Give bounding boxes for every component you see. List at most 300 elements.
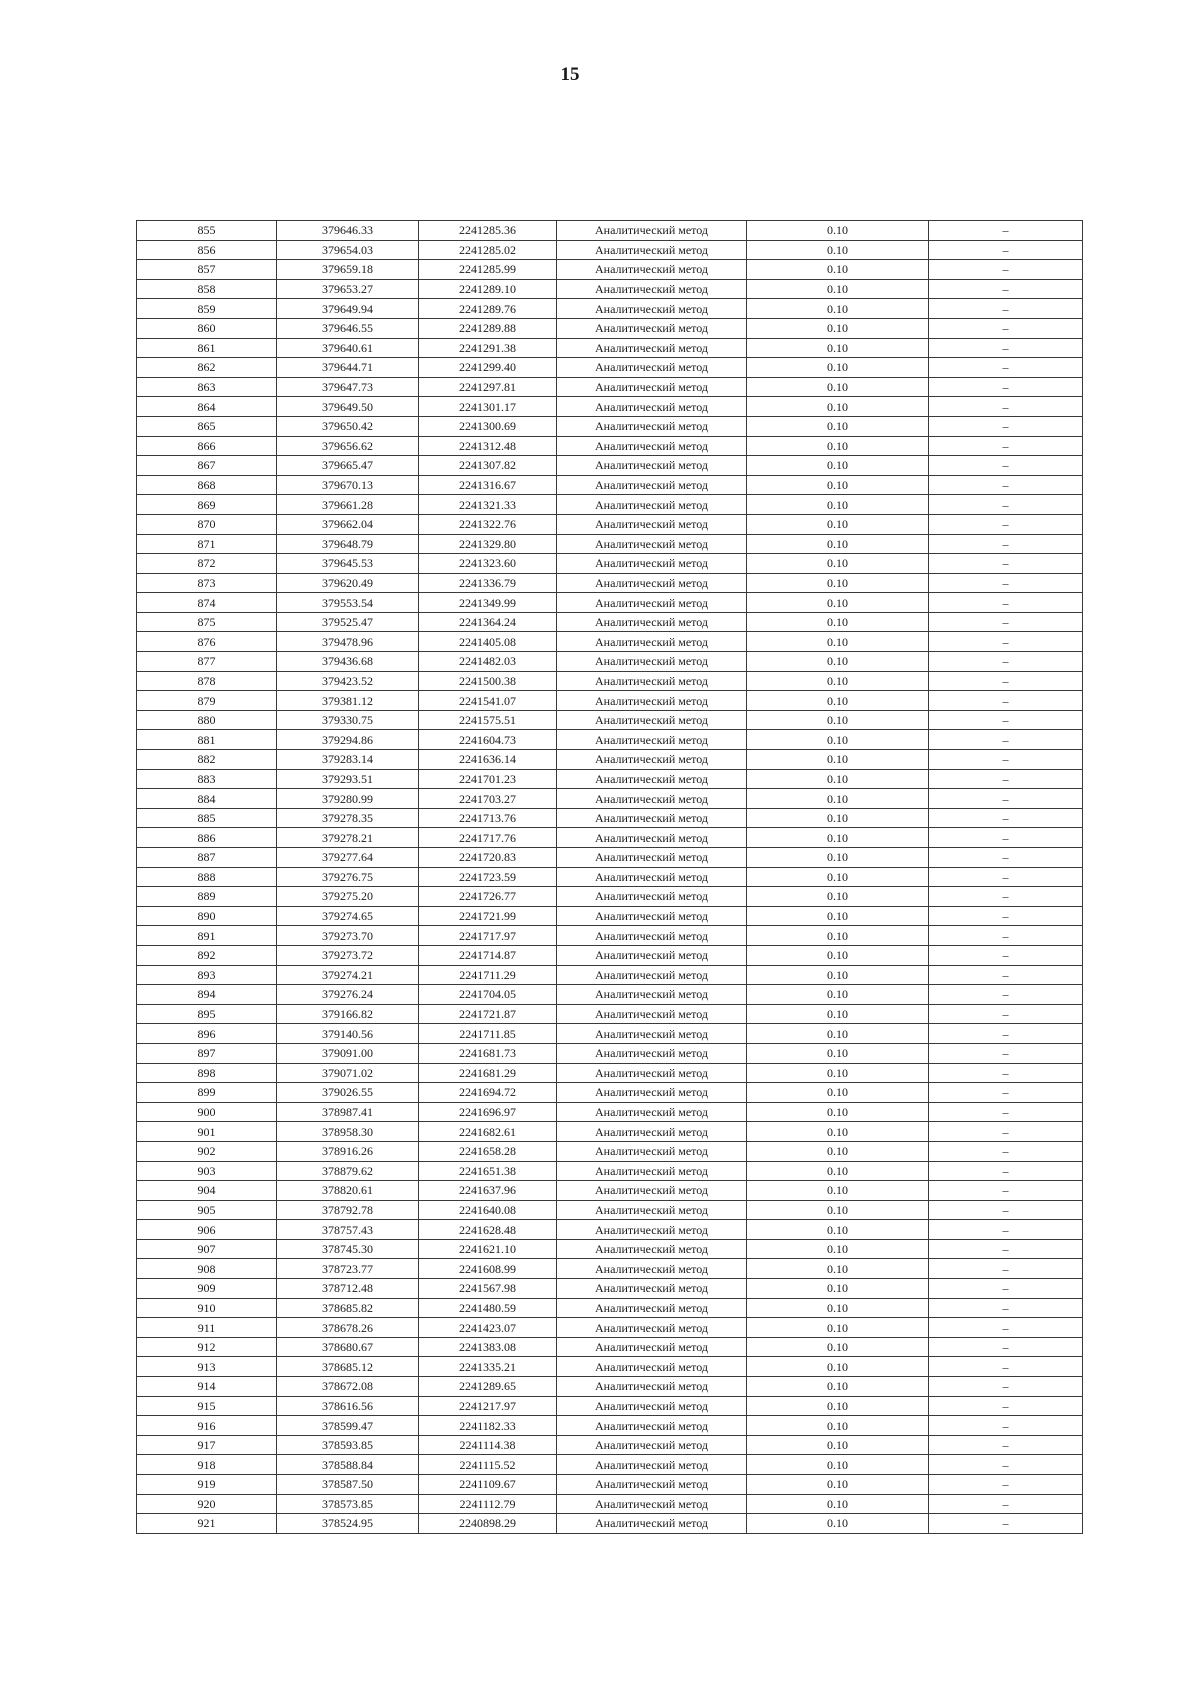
y-coordinate-cell: 2241628.48 [419,1220,557,1240]
point-number-cell: 908 [137,1259,277,1279]
x-coordinate-cell: 378757.43 [277,1220,419,1240]
y-coordinate-cell: 2241349.99 [419,593,557,613]
table-row [137,397,1083,417]
table-row [137,1514,1083,1534]
table-row [137,1043,1083,1063]
point-number-cell: 871 [137,534,277,554]
y-coordinate-cell: 2241114.38 [419,1435,557,1455]
table-row [137,1337,1083,1357]
note-cell: – [929,240,1083,260]
y-coordinate-cell: 2241329.80 [419,534,557,554]
table-row [137,436,1083,456]
table-row [137,593,1083,613]
y-coordinate-cell: 2241291.38 [419,338,557,358]
method-cell: Аналитический метод [557,1122,747,1142]
point-number-cell: 886 [137,828,277,848]
note-cell: – [929,652,1083,672]
y-coordinate-cell: 2241316.67 [419,475,557,495]
note-cell: – [929,260,1083,280]
accuracy-cell: 0.10 [747,221,929,241]
y-coordinate-cell: 2241115.52 [419,1455,557,1475]
method-cell: Аналитический метод [557,221,747,241]
note-cell: – [929,397,1083,417]
method-cell: Аналитический метод [557,612,747,632]
table-row [137,1259,1083,1279]
point-number-cell: 865 [137,416,277,436]
x-coordinate-cell: 379293.51 [277,769,419,789]
table-row [137,1122,1083,1142]
method-cell: Аналитический метод [557,985,747,1005]
point-number-cell: 876 [137,632,277,652]
method-cell: Аналитический метод [557,1455,747,1475]
table-row [137,965,1083,985]
accuracy-cell: 0.10 [747,260,929,280]
point-number-cell: 868 [137,475,277,495]
point-number-cell: 864 [137,397,277,417]
accuracy-cell: 0.10 [747,750,929,770]
y-coordinate-cell: 2241658.28 [419,1141,557,1161]
accuracy-cell: 0.10 [747,671,929,691]
y-coordinate-cell: 2241567.98 [419,1279,557,1299]
accuracy-cell: 0.10 [747,965,929,985]
point-number-cell: 861 [137,338,277,358]
y-coordinate-cell: 2241289.76 [419,299,557,319]
accuracy-cell: 0.10 [747,1279,929,1299]
table-row [137,1004,1083,1024]
y-coordinate-cell: 2241651.38 [419,1161,557,1181]
method-cell: Аналитический метод [557,1475,747,1495]
table-row [137,730,1083,750]
method-cell: Аналитический метод [557,1043,747,1063]
y-coordinate-cell: 2241289.88 [419,318,557,338]
note-cell: – [929,1200,1083,1220]
y-coordinate-cell: 2241289.65 [419,1377,557,1397]
table-row [137,828,1083,848]
note-cell: – [929,416,1083,436]
accuracy-cell: 0.10 [747,1455,929,1475]
point-number-cell: 857 [137,260,277,280]
method-cell: Аналитический метод [557,1357,747,1377]
note-cell: – [929,573,1083,593]
method-cell: Аналитический метод [557,1181,747,1201]
point-number-cell: 906 [137,1220,277,1240]
x-coordinate-cell: 379278.35 [277,808,419,828]
method-cell: Аналитический метод [557,416,747,436]
y-coordinate-cell: 2241681.29 [419,1063,557,1083]
table-row [137,808,1083,828]
note-cell: – [929,1083,1083,1103]
accuracy-cell: 0.10 [747,828,929,848]
point-number-cell: 888 [137,867,277,887]
y-coordinate-cell: 2241703.27 [419,789,557,809]
note-cell: – [929,1337,1083,1357]
note-cell: – [929,456,1083,476]
method-cell: Аналитический метод [557,1004,747,1024]
point-number-cell: 874 [137,593,277,613]
accuracy-cell: 0.10 [747,1396,929,1416]
y-coordinate-cell: 2241720.83 [419,848,557,868]
method-cell: Аналитический метод [557,495,747,515]
y-coordinate-cell: 2241482.03 [419,652,557,672]
y-coordinate-cell: 2241323.60 [419,554,557,574]
accuracy-cell: 0.10 [747,358,929,378]
accuracy-cell: 0.10 [747,632,929,652]
note-cell: – [929,495,1083,515]
y-coordinate-cell: 2241336.79 [419,573,557,593]
accuracy-cell: 0.10 [747,612,929,632]
method-cell: Аналитический метод [557,848,747,868]
method-cell: Аналитический метод [557,1259,747,1279]
method-cell: Аналитический метод [557,691,747,711]
table-row [137,358,1083,378]
note-cell: – [929,1416,1083,1436]
method-cell: Аналитический метод [557,1279,747,1299]
accuracy-cell: 0.10 [747,1337,929,1357]
table-row [137,1239,1083,1259]
y-coordinate-cell: 2241300.69 [419,416,557,436]
method-cell: Аналитический метод [557,1141,747,1161]
method-cell: Аналитический метод [557,593,747,613]
method-cell: Аналитический метод [557,475,747,495]
x-coordinate-cell: 379525.47 [277,612,419,632]
method-cell: Аналитический метод [557,1416,747,1436]
note-cell: – [929,221,1083,241]
x-coordinate-cell: 379649.94 [277,299,419,319]
point-number-cell: 916 [137,1416,277,1436]
table-row [137,1102,1083,1122]
method-cell: Аналитический метод [557,1377,747,1397]
accuracy-cell: 0.10 [747,906,929,926]
y-coordinate-cell: 2241694.72 [419,1083,557,1103]
x-coordinate-cell: 378588.84 [277,1455,419,1475]
x-coordinate-cell: 379166.82 [277,1004,419,1024]
method-cell: Аналитический метод [557,945,747,965]
point-number-cell: 860 [137,318,277,338]
table-row [137,750,1083,770]
x-coordinate-cell: 379280.99 [277,789,419,809]
table-row [137,1377,1083,1397]
y-coordinate-cell: 2241322.76 [419,514,557,534]
y-coordinate-cell: 2241182.33 [419,1416,557,1436]
accuracy-cell: 0.10 [747,397,929,417]
x-coordinate-cell: 379647.73 [277,377,419,397]
accuracy-cell: 0.10 [747,573,929,593]
x-coordinate-cell: 379653.27 [277,279,419,299]
x-coordinate-cell: 378680.67 [277,1337,419,1357]
y-coordinate-cell: 2241681.73 [419,1043,557,1063]
point-number-cell: 885 [137,808,277,828]
x-coordinate-cell: 379670.13 [277,475,419,495]
method-cell: Аналитический метод [557,377,747,397]
point-number-cell: 897 [137,1043,277,1063]
accuracy-cell: 0.10 [747,240,929,260]
y-coordinate-cell: 2241301.17 [419,397,557,417]
y-coordinate-cell: 2241621.10 [419,1239,557,1259]
coordinates-table [136,220,1083,1534]
note-cell: – [929,710,1083,730]
table-row [137,416,1083,436]
point-number-cell: 921 [137,1514,277,1534]
table-row [137,1298,1083,1318]
method-cell: Аналитический метод [557,1063,747,1083]
note-cell: – [929,691,1083,711]
note-cell: – [929,789,1083,809]
x-coordinate-cell: 379330.75 [277,710,419,730]
x-coordinate-cell: 379665.47 [277,456,419,476]
note-cell: – [929,593,1083,613]
method-cell: Аналитический метод [557,358,747,378]
method-cell: Аналитический метод [557,789,747,809]
point-number-cell: 892 [137,945,277,965]
x-coordinate-cell: 379423.52 [277,671,419,691]
method-cell: Аналитический метод [557,1298,747,1318]
x-coordinate-cell: 379644.71 [277,358,419,378]
y-coordinate-cell: 2241312.48 [419,436,557,456]
y-coordinate-cell: 2241682.61 [419,1122,557,1142]
y-coordinate-cell: 2241285.02 [419,240,557,260]
table-row [137,377,1083,397]
accuracy-cell: 0.10 [747,867,929,887]
method-cell: Аналитический метод [557,1435,747,1455]
table-row [137,887,1083,907]
table-row [137,279,1083,299]
x-coordinate-cell: 379436.68 [277,652,419,672]
table-row [137,554,1083,574]
page-number: 15 [560,64,580,85]
x-coordinate-cell: 379381.12 [277,691,419,711]
table-row [137,534,1083,554]
method-cell: Аналитический метод [557,1200,747,1220]
point-number-cell: 883 [137,769,277,789]
table-row [137,1475,1083,1495]
x-coordinate-cell: 379649.50 [277,397,419,417]
y-coordinate-cell: 2241640.08 [419,1200,557,1220]
point-number-cell: 898 [137,1063,277,1083]
accuracy-cell: 0.10 [747,495,929,515]
x-coordinate-cell: 379140.56 [277,1024,419,1044]
note-cell: – [929,554,1083,574]
accuracy-cell: 0.10 [747,1298,929,1318]
method-cell: Аналитический метод [557,1083,747,1103]
point-number-cell: 903 [137,1161,277,1181]
y-coordinate-cell: 2241405.08 [419,632,557,652]
table-row [137,1357,1083,1377]
point-number-cell: 875 [137,612,277,632]
x-coordinate-cell: 378820.61 [277,1181,419,1201]
note-cell: – [929,867,1083,887]
point-number-cell: 900 [137,1102,277,1122]
note-cell: – [929,1298,1083,1318]
x-coordinate-cell: 379650.42 [277,416,419,436]
table-row [137,1083,1083,1103]
point-number-cell: 904 [137,1181,277,1201]
accuracy-cell: 0.10 [747,710,929,730]
x-coordinate-cell: 379273.72 [277,945,419,965]
accuracy-cell: 0.10 [747,416,929,436]
method-cell: Аналитический метод [557,1239,747,1259]
accuracy-cell: 0.10 [747,1161,929,1181]
table-row [137,260,1083,280]
method-cell: Аналитический метод [557,534,747,554]
point-number-cell: 855 [137,221,277,241]
accuracy-cell: 0.10 [747,1102,929,1122]
point-number-cell: 905 [137,1200,277,1220]
point-number-cell: 907 [137,1239,277,1259]
x-coordinate-cell: 378599.47 [277,1416,419,1436]
table-row [137,1063,1083,1083]
point-number-cell: 890 [137,906,277,926]
y-coordinate-cell: 2241701.23 [419,769,557,789]
x-coordinate-cell: 379274.21 [277,965,419,985]
accuracy-cell: 0.10 [747,1514,929,1534]
x-coordinate-cell: 378672.08 [277,1377,419,1397]
point-number-cell: 882 [137,750,277,770]
point-number-cell: 889 [137,887,277,907]
x-coordinate-cell: 379656.62 [277,436,419,456]
x-coordinate-cell: 378745.30 [277,1239,419,1259]
y-coordinate-cell: 2241721.99 [419,906,557,926]
accuracy-cell: 0.10 [747,456,929,476]
x-coordinate-cell: 379654.03 [277,240,419,260]
table-row [137,906,1083,926]
y-coordinate-cell: 2241321.33 [419,495,557,515]
x-coordinate-cell: 379283.14 [277,750,419,770]
point-number-cell: 912 [137,1337,277,1357]
note-cell: – [929,1181,1083,1201]
note-cell: – [929,1455,1083,1475]
note-cell: – [929,965,1083,985]
accuracy-cell: 0.10 [747,554,929,574]
y-coordinate-cell: 2241217.97 [419,1396,557,1416]
method-cell: Аналитический метод [557,867,747,887]
accuracy-cell: 0.10 [747,789,929,809]
note-cell: – [929,848,1083,868]
point-number-cell: 913 [137,1357,277,1377]
method-cell: Аналитический метод [557,299,747,319]
note-cell: – [929,906,1083,926]
point-number-cell: 901 [137,1122,277,1142]
y-coordinate-cell: 2241383.08 [419,1337,557,1357]
note-cell: – [929,514,1083,534]
point-number-cell: 884 [137,789,277,809]
point-number-cell: 918 [137,1455,277,1475]
accuracy-cell: 0.10 [747,769,929,789]
method-cell: Аналитический метод [557,1494,747,1514]
accuracy-cell: 0.10 [747,691,929,711]
table-row [137,1181,1083,1201]
note-cell: – [929,1318,1083,1338]
method-cell: Аналитический метод [557,260,747,280]
x-coordinate-cell: 378593.85 [277,1435,419,1455]
method-cell: Аналитический метод [557,1024,747,1044]
point-number-cell: 867 [137,456,277,476]
method-cell: Аналитический метод [557,965,747,985]
point-number-cell: 891 [137,926,277,946]
note-cell: – [929,279,1083,299]
note-cell: – [929,1259,1083,1279]
note-cell: – [929,1357,1083,1377]
point-number-cell: 895 [137,1004,277,1024]
y-coordinate-cell: 2241723.59 [419,867,557,887]
table-row [137,632,1083,652]
x-coordinate-cell: 379276.75 [277,867,419,887]
accuracy-cell: 0.10 [747,534,929,554]
point-number-cell: 881 [137,730,277,750]
method-cell: Аналитический метод [557,1161,747,1181]
point-number-cell: 866 [137,436,277,456]
x-coordinate-cell: 379277.64 [277,848,419,868]
y-coordinate-cell: 2241714.87 [419,945,557,965]
y-coordinate-cell: 2241423.07 [419,1318,557,1338]
y-coordinate-cell: 2241713.76 [419,808,557,828]
x-coordinate-cell: 378879.62 [277,1161,419,1181]
point-number-cell: 859 [137,299,277,319]
accuracy-cell: 0.10 [747,1043,929,1063]
method-cell: Аналитический метод [557,1337,747,1357]
accuracy-cell: 0.10 [747,377,929,397]
x-coordinate-cell: 378987.41 [277,1102,419,1122]
method-cell: Аналитический метод [557,279,747,299]
table-row [137,691,1083,711]
point-number-cell: 880 [137,710,277,730]
table-row [137,945,1083,965]
point-number-cell: 858 [137,279,277,299]
y-coordinate-cell: 2241636.14 [419,750,557,770]
y-coordinate-cell: 2241541.07 [419,691,557,711]
y-coordinate-cell: 2241696.97 [419,1102,557,1122]
accuracy-cell: 0.10 [747,887,929,907]
table-row [137,985,1083,1005]
table-row [137,789,1083,809]
point-number-cell: 870 [137,514,277,534]
table-row [137,1161,1083,1181]
x-coordinate-cell: 378792.78 [277,1200,419,1220]
note-cell: – [929,1377,1083,1397]
accuracy-cell: 0.10 [747,1494,929,1514]
method-cell: Аналитический метод [557,338,747,358]
x-coordinate-cell: 378616.56 [277,1396,419,1416]
note-cell: – [929,632,1083,652]
x-coordinate-cell: 379478.96 [277,632,419,652]
x-coordinate-cell: 379659.18 [277,260,419,280]
accuracy-cell: 0.10 [747,652,929,672]
table-row [137,1141,1083,1161]
y-coordinate-cell: 2241717.97 [419,926,557,946]
y-coordinate-cell: 2241112.79 [419,1494,557,1514]
accuracy-cell: 0.10 [747,475,929,495]
y-coordinate-cell: 2241704.05 [419,985,557,1005]
x-coordinate-cell: 379276.24 [277,985,419,1005]
note-cell: – [929,358,1083,378]
method-cell: Аналитический метод [557,514,747,534]
method-cell: Аналитический метод [557,769,747,789]
note-cell: – [929,436,1083,456]
table-row [137,1455,1083,1475]
method-cell: Аналитический метод [557,652,747,672]
accuracy-cell: 0.10 [747,730,929,750]
y-coordinate-cell: 2241285.99 [419,260,557,280]
accuracy-cell: 0.10 [747,1416,929,1436]
accuracy-cell: 0.10 [747,338,929,358]
accuracy-cell: 0.10 [747,1063,929,1083]
accuracy-cell: 0.10 [747,1024,929,1044]
table-row [137,221,1083,241]
accuracy-cell: 0.10 [747,808,929,828]
table-row [137,867,1083,887]
method-cell: Аналитический метод [557,573,747,593]
point-number-cell: 896 [137,1024,277,1044]
note-cell: – [929,534,1083,554]
